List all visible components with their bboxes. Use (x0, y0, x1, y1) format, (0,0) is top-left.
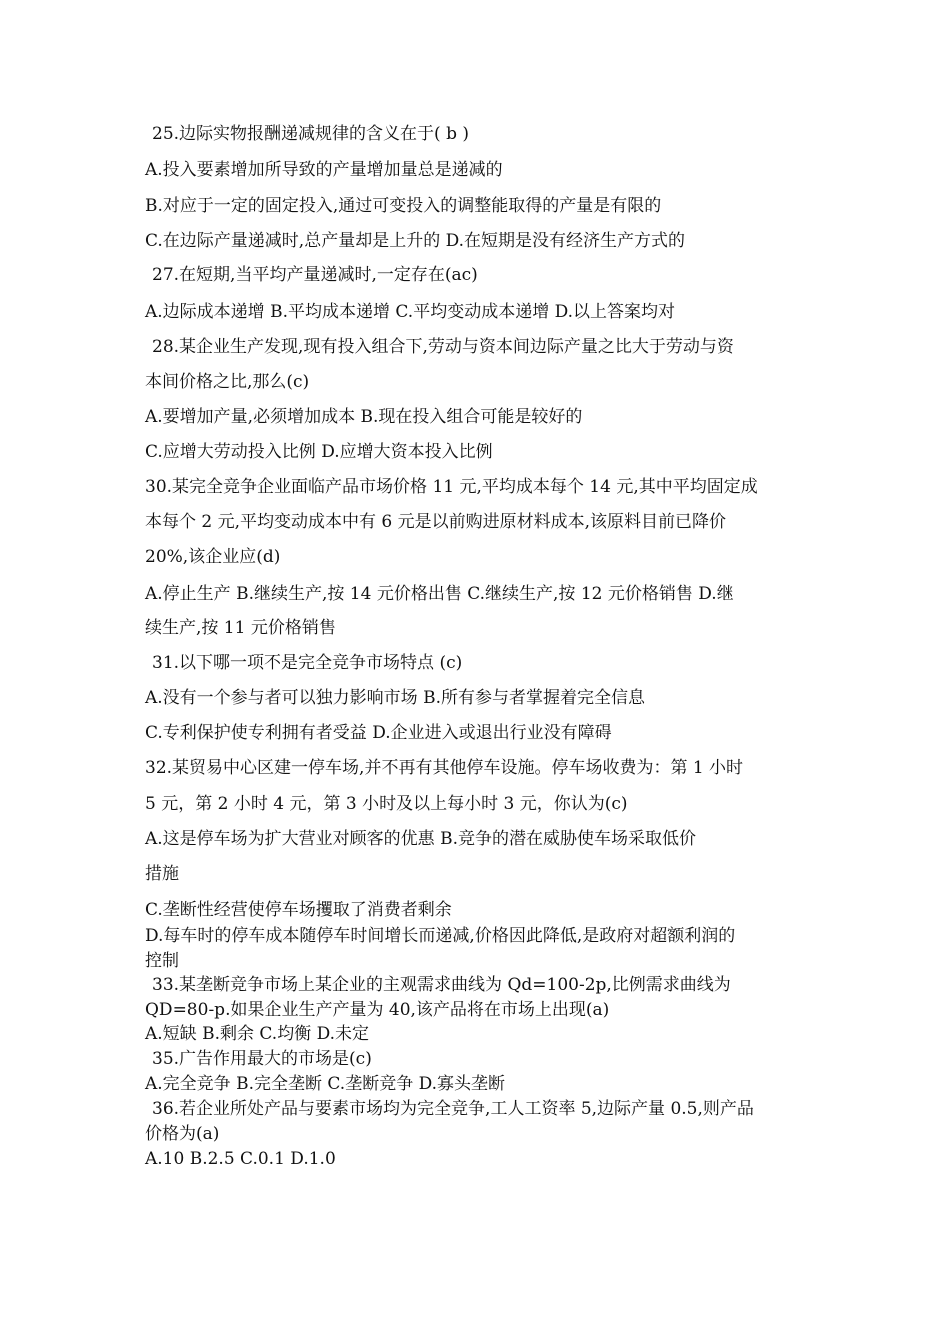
option-32c: C.垄断性经营使停车场攫取了消费者剩余 (145, 900, 452, 920)
options-28ab: A.要增加产量,必须增加成本 B.现在投入组合可能是较好的 (145, 407, 583, 427)
question-25: 25.边际实物报酬递减规律的含义在于( b ) (152, 124, 469, 144)
options-30-line1: A.停止生产 B.继续生产,按 14 元价格出售 C.继续生产,按 12 元价格销售 D.继 (145, 584, 734, 604)
options-36: A.10 B.2.5 C.0.1 D.1.0 (145, 1149, 336, 1169)
question-31: 31.以下哪一项不是完全竞争市场特点 (c) (152, 653, 463, 673)
question-30-line2: 本每个 2 元,平均变动成本中有 6 元是以前购进原材料成本,该原料目前已降价 (145, 512, 727, 532)
question-30-line1: 30.某完全竞争企业面临产品市场价格 11 元,平均成本每个 14 元,其中平均固定成 (145, 477, 758, 497)
question-30-line3: 20%,该企业应(d) (145, 547, 281, 567)
options-31cd: C.专利保护使专利拥有者受益 D.企业进入或退出行业没有障碍 (145, 723, 612, 743)
option-25a: A.投入要素增加所导致的产量增加量总是递减的 (145, 160, 503, 180)
options-27: A.边际成本递增 B.平均成本递增 C.平均变动成本递增 D.以上答案均对 (145, 302, 676, 322)
question-36-line2: 价格为(a) (145, 1124, 220, 1144)
options-28cd: C.应增大劳动投入比例 D.应增大资本投入比例 (145, 442, 493, 462)
question-35: 35.广告作用最大的市场是(c) (152, 1049, 372, 1069)
question-28-line2: 本间价格之比,那么(c) (145, 372, 310, 392)
option-25b: B.对应于一定的固定投入,通过可变投入的调整能取得的产量是有限的 (145, 196, 662, 216)
options-32ab-line1: A.这是停车场为扩大营业对顾客的优惠 B.竞争的潜在威胁使车场采取低价 (145, 829, 696, 849)
question-32-line1: 32.某贸易中心区建一停车场,并不再有其他停车设施。停车场收费为：第 1 小时 (145, 758, 744, 778)
question-28-line1: 28.某企业生产发现,现有投入组合下,劳动与资本间边际产量之比大于劳动与资 (152, 337, 734, 357)
options-33: A.短缺 B.剩余 C.均衡 D.未定 (145, 1024, 370, 1044)
option-32d-line2: 控制 (145, 951, 179, 971)
question-32-line2: 5 元，第 2 小时 4 元，第 3 小时及以上每小时 3 元，你认为(c) (145, 794, 628, 814)
options-35: A.完全竞争 B.完全垄断 C.垄断竞争 D.寡头垄断 (145, 1074, 506, 1094)
question-33-line2: QD=80-p.如果企业生产产量为 40,该产品将在市场上出现(a) (145, 1000, 610, 1020)
options-31ab: A.没有一个参与者可以独力影响市场 B.所有参与者掌握着完全信息 (145, 688, 645, 708)
question-27: 27.在短期,当平均产量递减时,一定存在(ac) (152, 265, 478, 285)
options-32ab-line2: 措施 (145, 864, 179, 884)
options-30-line2: 续生产,按 11 元价格销售 (145, 618, 336, 638)
option-32d-line1: D.每车时的停车成本随停车时间增长而递减,价格因此降低,是政府对超额利润的 (145, 926, 736, 946)
question-36-line1: 36.若企业所处产品与要素市场均为完全竞争,工人工资率 5,边际产量 0.5,则产品 (152, 1099, 754, 1119)
options-25cd: C.在边际产量递减时,总产量却是上升的 D.在短期是没有经济生产方式的 (145, 231, 686, 251)
question-33-line1: 33.某垄断竞争市场上某企业的主观需求曲线为 Qd=100-2p,比例需求曲线为 (152, 975, 731, 995)
